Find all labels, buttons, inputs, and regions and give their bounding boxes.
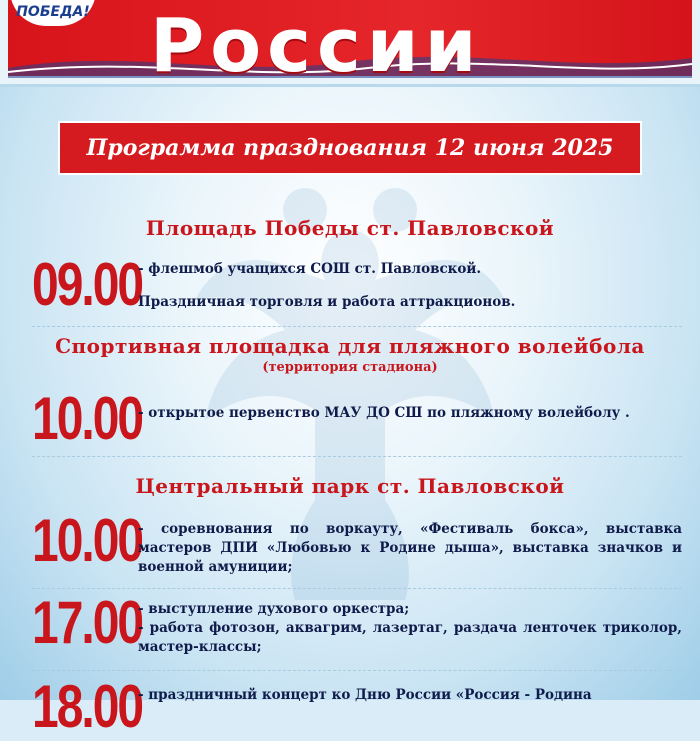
- section-title-central-park: Центральный парк ст. Павловской: [135, 474, 565, 498]
- event-row: [32, 252, 682, 327]
- event-time: 17.00: [32, 590, 143, 657]
- event-time: 10.00: [32, 386, 143, 453]
- section-subtitle-stadium: (территория стадиона): [262, 360, 438, 375]
- event-row: [32, 674, 682, 741]
- event-time: 18.00: [32, 674, 143, 741]
- event-description: [138, 600, 682, 657]
- section-title-victory-square: Площадь Победы ст. Павловской: [145, 216, 555, 240]
- event-time: 09.00: [32, 252, 143, 319]
- event-description: [138, 404, 682, 423]
- event-line: - выступление духового оркестра;: [138, 601, 410, 617]
- pobeda-badge: ПОБЕДА!: [10, 0, 96, 26]
- event-line: - флешмоб учащихся СОШ ст. Павловской.: [138, 261, 482, 277]
- event-description: [138, 686, 682, 705]
- event-line: - праздничный концерт ко Дню России «Россия - Родина: [138, 687, 592, 703]
- event-line: - работа фотозон, аквагрим, лазертаг, раздача ленточек триколор, мастер-классы;: [138, 620, 682, 655]
- event-description: [138, 256, 682, 312]
- event-line: Праздничная торговля и работа аттракционов.: [138, 294, 516, 310]
- banner-title: России: [150, 3, 483, 87]
- event-row: [32, 386, 682, 457]
- program-title-bar: [58, 121, 642, 175]
- event-line: - соревнования по воркауту, «Фестиваль бокса», выставка мастеров ДПИ «Любовью к Родине дыша», выставка значков и военной амуниции;: [138, 521, 682, 575]
- event-row: [32, 590, 682, 671]
- header-banner: [0, 0, 700, 87]
- event-row: [32, 508, 682, 589]
- event-description: [138, 520, 682, 577]
- event-time: 10.00: [32, 508, 143, 575]
- event-line: - открытое первенство МАУ ДО СШ по пляжному волейболу .: [138, 405, 630, 421]
- section-title-volleyball: Спортивная площадка для пляжного волейбола: [55, 334, 645, 358]
- program-title: Программа празднования 12 июня 2025: [86, 135, 614, 161]
